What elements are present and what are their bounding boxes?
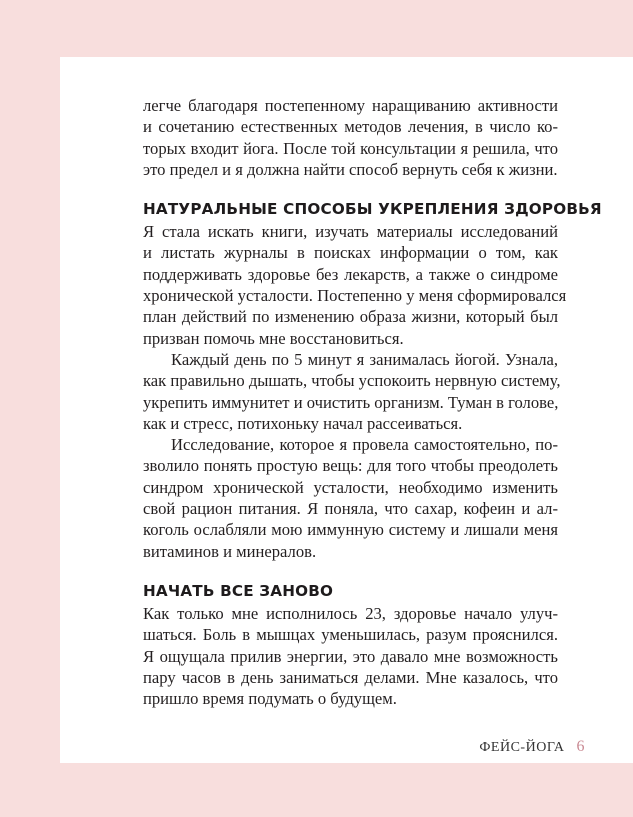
paragraph — [143, 95, 558, 180]
paragraph — [143, 221, 567, 349]
text-line: пару часов в день заниматься делами. Мне казалось, что — [143, 667, 558, 687]
text-line: поддерживать здоровье без лекарств, а также о синдроме — [143, 264, 558, 284]
text-line: шаться. Боль в мышцах уменьшилась, разум прояснился. — [143, 625, 558, 645]
text-line: Я стала искать книги, изучать материалы исследований — [143, 222, 558, 242]
text-line: синдром хронической усталости, необходимо изменить — [143, 477, 558, 497]
text-line: это предел и я должна найти способ вернуть себя к жизни. — [143, 159, 558, 179]
text-line: и сочетанию естественных методов лечения, в число ко- — [143, 117, 558, 137]
section-heading: НАЧАТЬ ВСЕ ЗАНОВО — [143, 581, 334, 600]
text-line: и листать журналы в поисках информации о том, как — [143, 243, 558, 263]
page-number: 6 — [576, 738, 585, 755]
book-title: ФЕЙС-ЙОГА — [479, 740, 565, 755]
text-line: свой рацион питания. Я поняла, что сахар, кофеин и ал- — [143, 499, 558, 519]
text-line: коголь ослабляли мою иммунную систему и лишали меня — [143, 520, 558, 540]
page-body — [143, 95, 602, 709]
text-line: пришло время подумать о будущем. — [143, 689, 397, 709]
text-line: витаминов и минералов. — [143, 541, 317, 561]
section-heading: НАТУРАЛЬНЫЕ СПОСОБЫ УКРЕПЛЕНИЯ ЗДОРОВЬЯ — [143, 200, 602, 219]
text-line: как и стресс, потихоньку начал рассеиваться. — [143, 413, 463, 433]
text-line: укрепить иммунитет и очистить организм. Туман в голове, — [143, 392, 559, 412]
text-line: зволило понять простую вещь: для того чтобы преодолеть — [143, 456, 558, 476]
paragraph — [143, 603, 558, 709]
text-line: легче благодаря постепенному наращиванию активности — [143, 96, 558, 115]
text-line: Исследование, которое я провела самостоятельно, по- — [171, 435, 558, 455]
text-line: как правильно дышать, чтобы успокоить нервную систему, — [143, 371, 561, 391]
paragraph — [143, 349, 561, 434]
text-line: Каждый день по 5 минут я занималась йогой. Узнала, — [171, 349, 558, 369]
running-footer — [479, 737, 585, 758]
text-line: призван помочь мне восстановиться. — [143, 328, 404, 348]
text-line: торых входит йога. После той консультации я решила, что — [143, 138, 558, 158]
text-line: план действий по изменению образа жизни, который был — [143, 307, 558, 327]
book-page — [60, 57, 633, 763]
text-line: Как только мне исполнилось 23, здоровье начало улуч- — [143, 603, 558, 623]
text-line: Я ощущала прилив энергии, это давало мне возможность — [143, 646, 558, 666]
text-line: хронической усталости. Постепенно у меня сформировался — [143, 286, 567, 306]
paragraph — [143, 434, 558, 562]
